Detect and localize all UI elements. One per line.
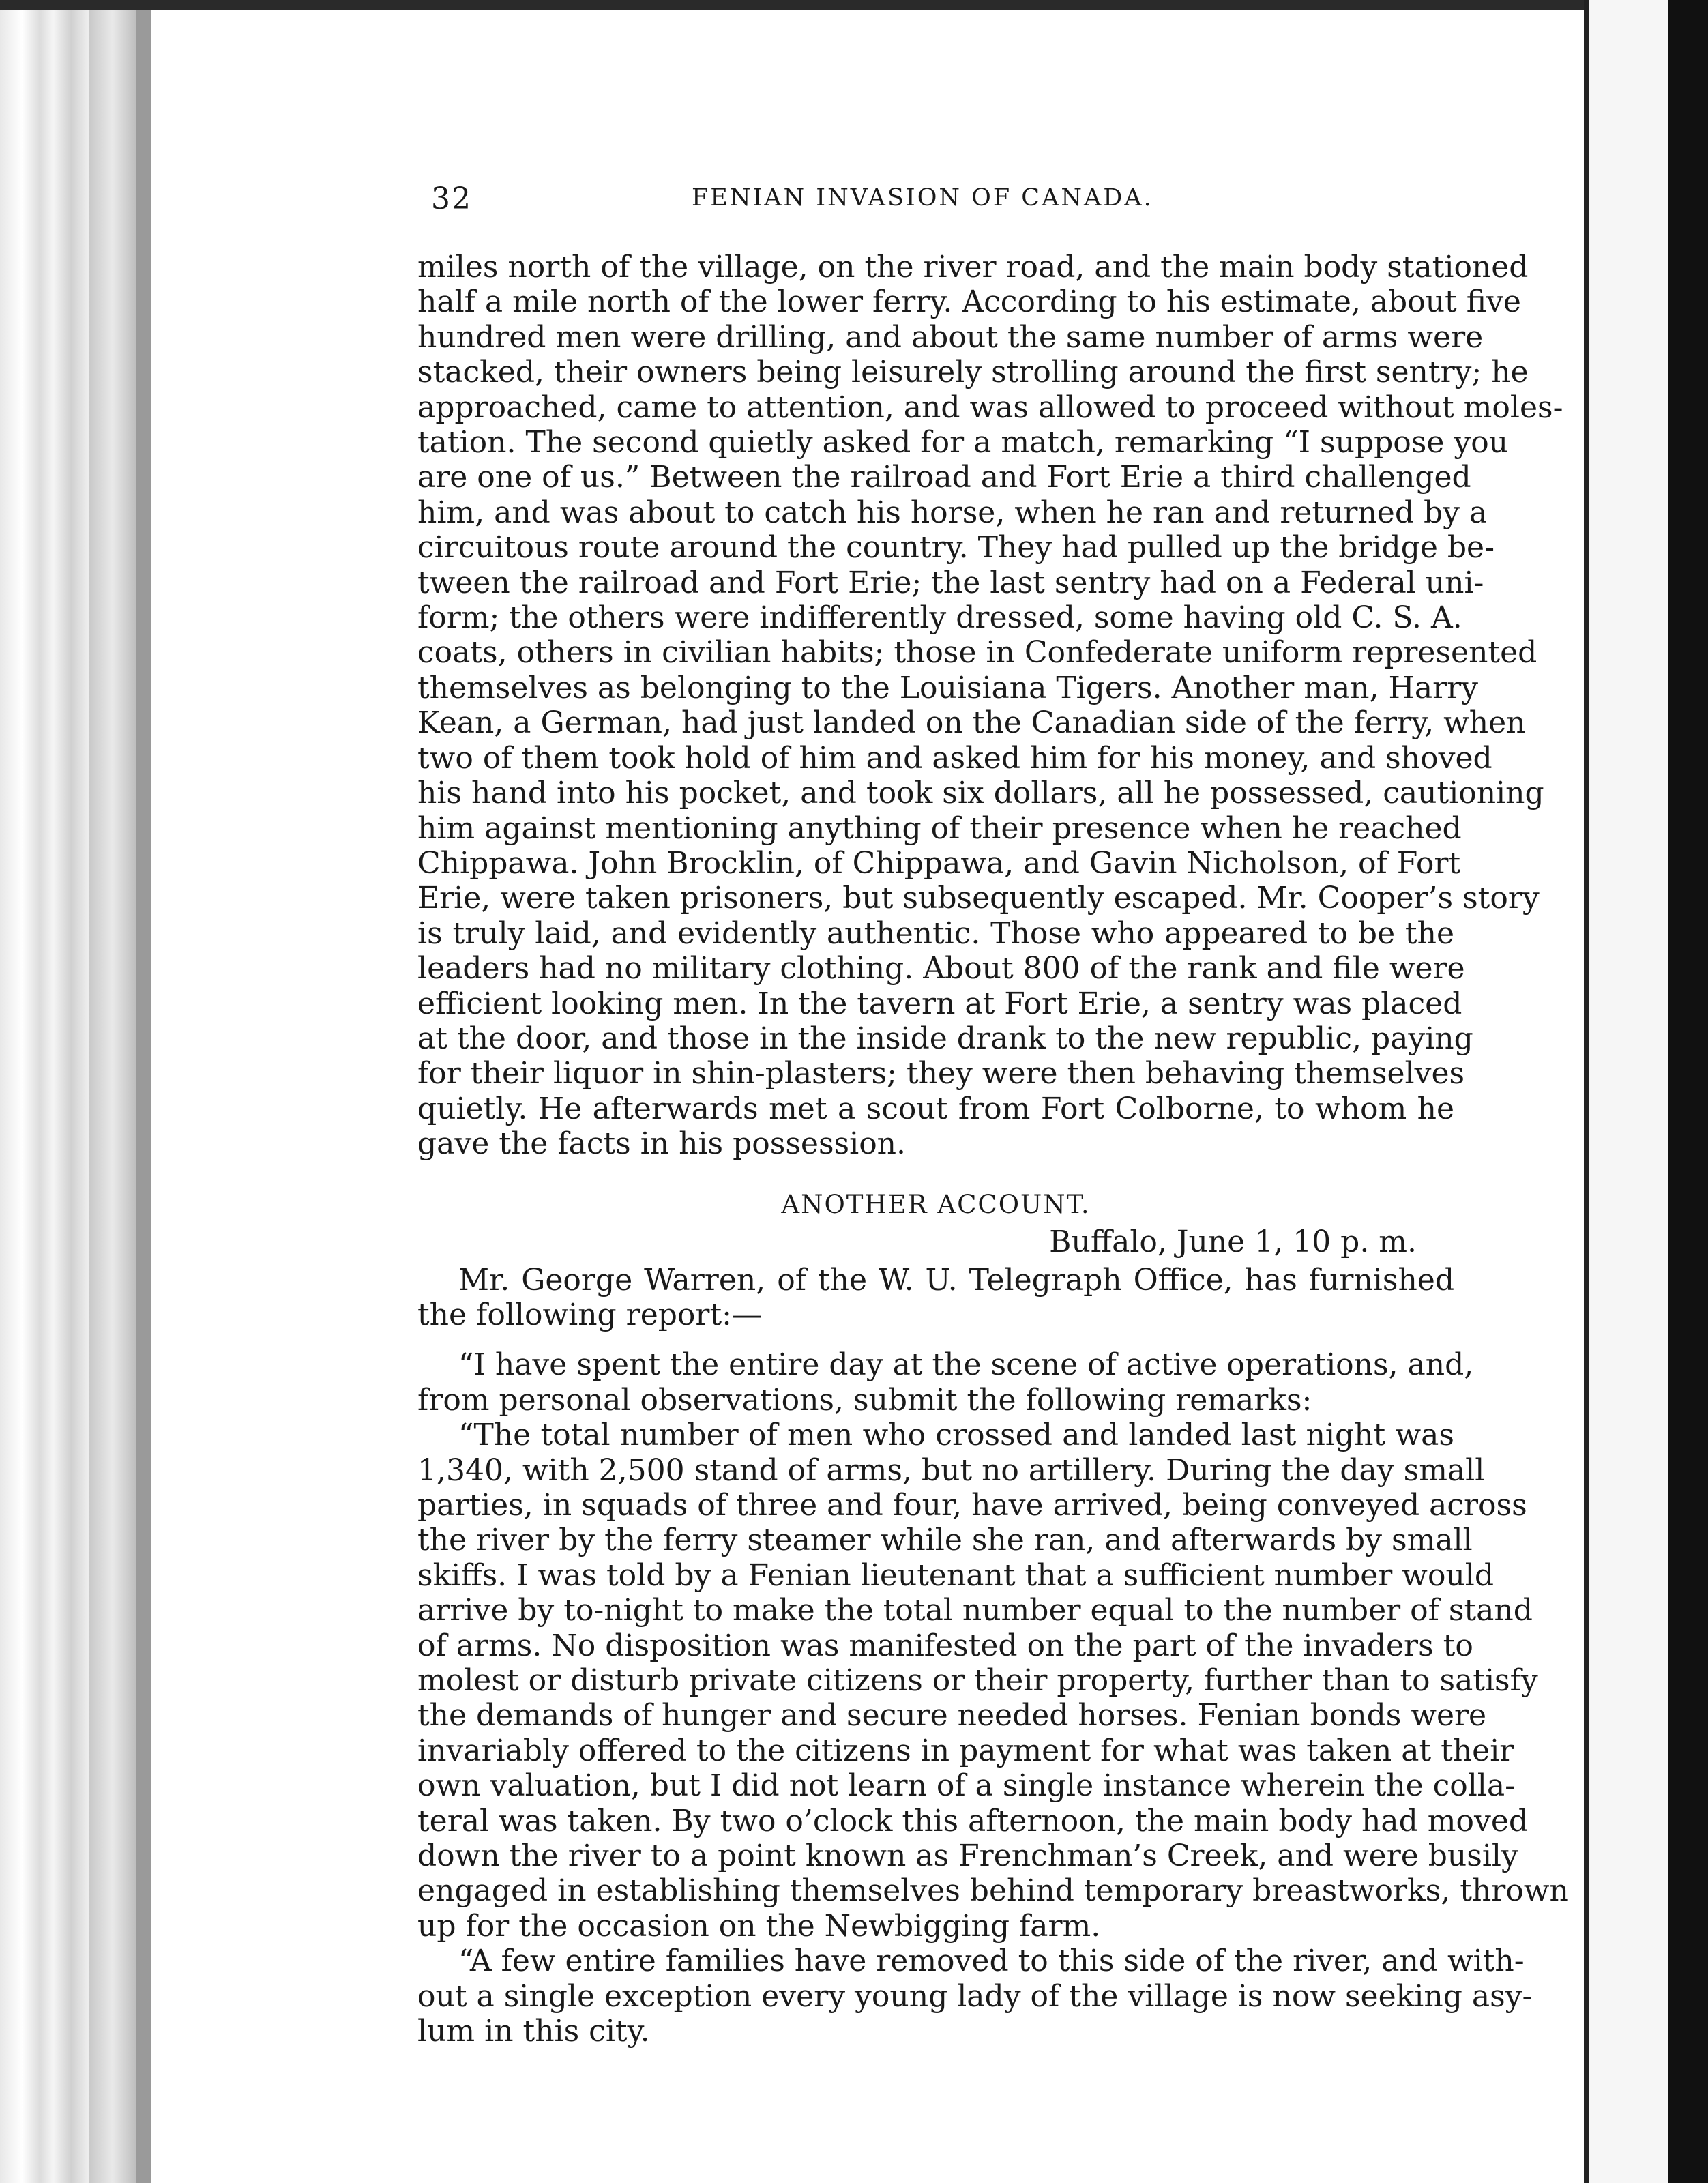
text-line: for their liquor in shin-plasters; they were then behaving themselves bbox=[417, 1056, 1465, 1092]
text-line: “The total number of men who crossed and landed last night was bbox=[458, 1418, 1454, 1453]
page-edge-shadow bbox=[89, 10, 136, 2183]
text-line: form; the others were indifferently dressed, some having old C. S. A. bbox=[417, 600, 1462, 636]
text-line: skiffs. I was told by a Fenian lieutenant that a sufficient number would bbox=[417, 1557, 1494, 1593]
text-line: the following report:— bbox=[417, 1297, 762, 1332]
text-line: leaders had no military clothing. About 800 of the rank and file were bbox=[417, 951, 1465, 986]
text-line: teral was taken. By two o’clock this afternoon, the main body had moved bbox=[417, 1803, 1529, 1838]
text-line: his hand into his pocket, and took six dollars, all he possessed, cautioning bbox=[417, 776, 1544, 811]
text-line: “I have spent the entire day at the scene of active operations, and, bbox=[458, 1347, 1474, 1383]
text-line: coats, others in civilian habits; those in Confederate uniform represented bbox=[417, 635, 1537, 671]
text-line: “A few entire families have removed to this side of the river, and with- bbox=[458, 1944, 1525, 1979]
text-line: miles north of the village, on the river road, and the main body stationed bbox=[417, 250, 1529, 284]
text-line: Mr. George Warren, of the W. U. Telegraph Office, has furnished bbox=[458, 1262, 1454, 1298]
quote-paragraph bbox=[417, 1347, 1474, 1418]
text-line: the river by the ferry steamer while she ran, and afterwards by small bbox=[417, 1523, 1473, 1558]
text-line: him, and was about to catch his horse, when he ran and returned by a bbox=[417, 495, 1488, 530]
text-line: themselves as belonging to the Louisiana Tigers. Another man, Harry bbox=[417, 670, 1479, 705]
text-line: is truly laid, and evidently authentic. Those who appeared to be the bbox=[417, 915, 1454, 951]
quote-paragraph bbox=[417, 1944, 1533, 2049]
text-line: Kean, a German, had just landed on the Canadian side of the ferry, when bbox=[417, 705, 1526, 741]
text-line: lum in this city. bbox=[417, 2014, 650, 2049]
text-line: gave the facts in his possession. bbox=[417, 1126, 907, 1162]
text-line: half a mile north of the lower ferry. According to his estimate, about five bbox=[417, 284, 1521, 320]
text-line: tation. The second quietly asked for a match, remarking “I suppose you bbox=[417, 425, 1509, 460]
body-text bbox=[417, 250, 1569, 2049]
running-head: FENIAN INVASION OF CANADA. bbox=[692, 184, 1153, 211]
text-line: the demands of hunger and secure needed horses. Fenian bonds were bbox=[417, 1698, 1487, 1733]
text-line: Chippawa. John Brocklin, of Chippawa, and Gavin Nicholson, of Fort bbox=[417, 845, 1461, 881]
text-line: up for the occasion on the Newbigging farm. bbox=[417, 1908, 1101, 1944]
text-line: at the door, and those in the inside drank to the new republic, paying bbox=[417, 1021, 1473, 1056]
text-line: stacked, their owners being leisurely strolling around the first sentry; he bbox=[417, 355, 1529, 390]
book-page bbox=[151, 10, 1584, 2183]
intro-paragraph bbox=[417, 1263, 1454, 1333]
paragraph-continuation bbox=[417, 250, 1563, 1162]
text-line: efficient looking men. In the tavern at Fort Erie, a sentry was placed bbox=[417, 986, 1462, 1021]
text-line: circuitous route around the country. They had pulled up the bridge be- bbox=[417, 530, 1494, 566]
page-number: 32 bbox=[431, 181, 472, 216]
text-line: molest or disturb private citizens or their property, further than to satisfy bbox=[417, 1663, 1538, 1699]
next-page-strip bbox=[1584, 0, 1674, 2183]
text-line: 1,340, with 2,500 stand of arms, but no artillery. During the day small bbox=[417, 1452, 1485, 1488]
text-line: own valuation, but I did not learn of a single instance wherein the colla- bbox=[417, 1768, 1515, 1804]
scan-right-border bbox=[1668, 0, 1708, 2183]
text-line: approached, came to attention, and was allowed to proceed without moles- bbox=[417, 390, 1563, 425]
text-line: Erie, were taken prisoners, but subsequently escaped. Mr. Cooper’s story bbox=[417, 881, 1540, 916]
page-edge-stack bbox=[0, 10, 89, 2183]
text-line: of arms. No disposition was manifested on the part of the invaders to bbox=[417, 1628, 1473, 1663]
text-line: quietly. He afterwards met a scout from Fort Colborne, to whom he bbox=[417, 1091, 1454, 1126]
page-header bbox=[431, 181, 1338, 222]
text-line: from personal observations, submit the following remarks: bbox=[417, 1382, 1312, 1418]
paragraph-gap bbox=[417, 1332, 1454, 1347]
quote-paragraph bbox=[417, 1418, 1569, 1944]
text-line: hundred men were drilling, and about the same number of arms were bbox=[417, 319, 1484, 355]
text-line: out a single exception every young lady of the village is now seeking asy- bbox=[417, 1978, 1533, 2014]
text-line: arrive by to-night to make the total number equal to the number of stand bbox=[417, 1593, 1533, 1628]
text-line: him against mentioning anything of their presence when he reached bbox=[417, 810, 1462, 846]
dateline: Buffalo, June 1, 10 p. m. bbox=[1049, 1224, 1417, 1259]
text-line: engaged in establishing themselves behind temporary breastworks, thrown bbox=[417, 1873, 1569, 1909]
scan-top-border bbox=[0, 0, 1708, 10]
text-line: tween the railroad and Fort Erie; the last sentry had on a Federal uni- bbox=[417, 565, 1484, 600]
text-line: down the river to a point known as Frenchman’s Creek, and were busily bbox=[417, 1838, 1518, 1874]
binding-gutter bbox=[136, 10, 151, 2183]
text-line: two of them took hold of him and asked him for his money, and shoved bbox=[417, 740, 1492, 776]
text-line: parties, in squads of three and four, have arrived, being conveyed across bbox=[417, 1488, 1527, 1523]
text-line: are one of us.” Between the railroad and Fort Erie a third challenged bbox=[417, 460, 1471, 495]
text-line: invariably offered to the citizens in payment for what was taken at their bbox=[417, 1733, 1514, 1768]
section-heading: ANOTHER ACCOUNT. bbox=[781, 1189, 1091, 1219]
